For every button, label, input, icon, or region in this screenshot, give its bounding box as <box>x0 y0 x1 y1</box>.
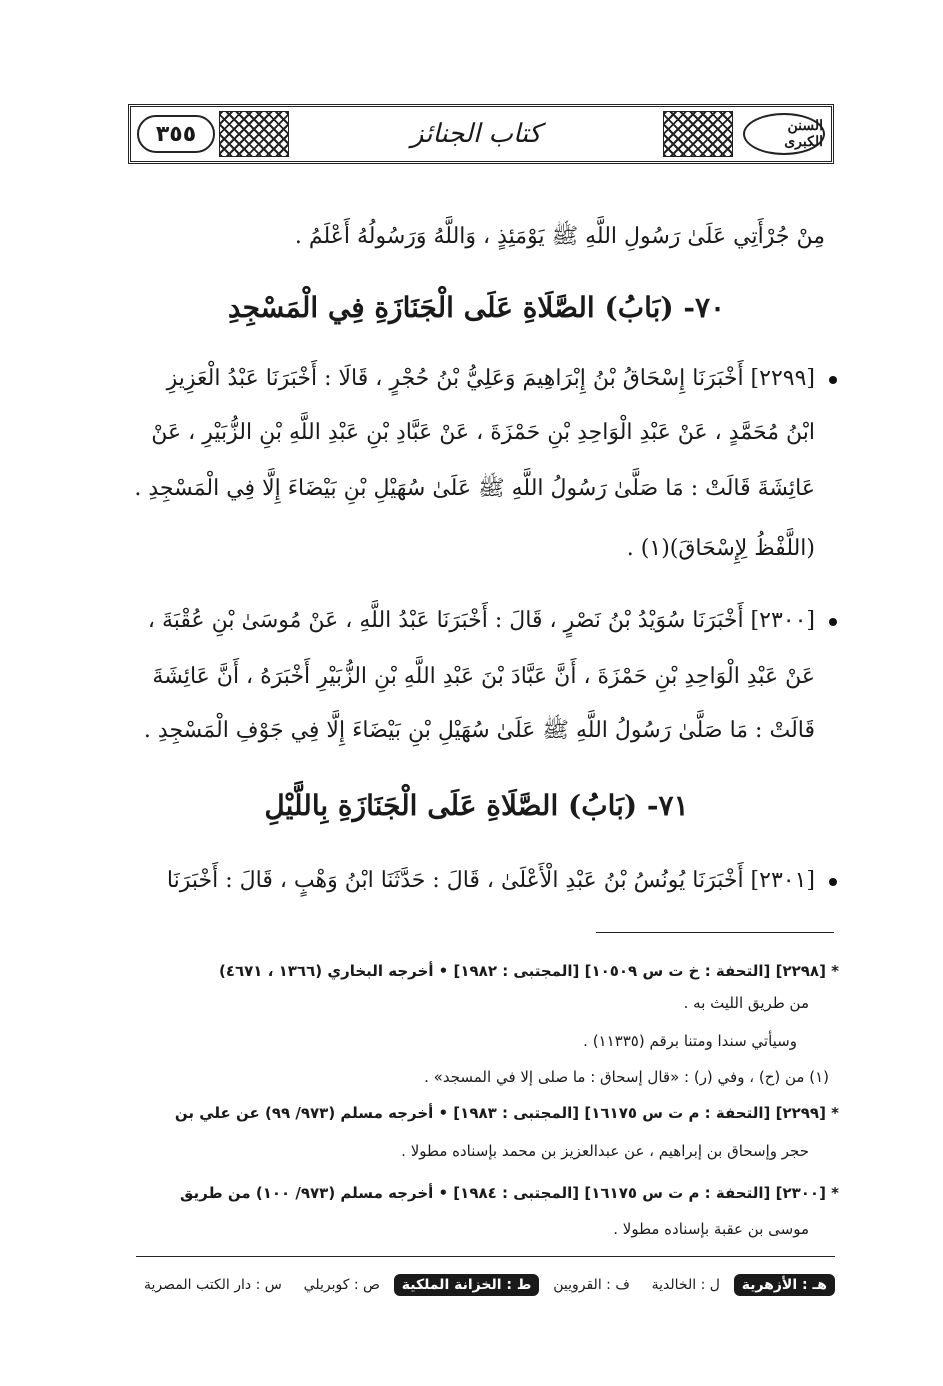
manuscript-key-item: س : دار الكتب المصرية <box>144 1277 282 1293</box>
footnote-line: حجر وإسحاق بن إبراهيم ، عن عبدالعزيز بن محمد بإسناده مطولا . <box>401 1142 809 1160</box>
footnote-line: وسيأتي سندا ومتنا برقم (١١٣٣٥) . <box>583 1032 797 1050</box>
ornament-right <box>663 111 733 157</box>
text-line: ابْنُ مُحَمَّدٍ ، عَنْ عَبْدِ الْوَاحِدِ بْنِ حَمْزَةَ ، عَنْ عَبَّادِ بْنِ عَبْدِ اللَّهِ بْنِ الزُّبَيْرِ ، عَنْ <box>151 420 815 445</box>
manuscript-key <box>136 1268 835 1302</box>
text-line: عَائِشَةَ قَالَتْ : مَا صَلَّىٰ رَسُولُ اللَّهِ ﷺ عَلَىٰ سُهَيْلِ بْنِ بَيْضَاءَ إِلَّا فِي الْمَسْجِدِ . <box>134 476 815 501</box>
hadith-bullet <box>829 376 837 384</box>
footnote-line: (١) من (ح) ، وفي (ر) : «قال إسحاق : ما صلى إلا في المسجد» . <box>424 1068 829 1086</box>
text-line: عَنْ عَبْدِ الْوَاحِدِ بْنِ حَمْزَةَ ، أَنَّ عَبَّادَ بْنَ عَبْدِ اللَّهِ بْنِ الزُّبَيْرِ أَخْبَرَهُ ، أَنَّ عَائِشَةَ <box>152 664 815 689</box>
text-line: [٢٣٠٠] أَخْبَرَنَا سُوَيْدُ بْنُ نَصْرٍ ، قَالَ : أَخْبَرَنَا عَبْدُ اللَّهِ ، عَنْ مُوسَىٰ بْنِ عُقْبَةَ ، <box>147 608 815 633</box>
footnote-line: * [٢٣٠٠] [التحفة : م ت س ١٦١٧٥] [المجتبى : ١٩٨٤] • أخرجه مسلم (٩٧٣/ ١٠٠) من طريق <box>180 1184 839 1202</box>
chapter-heading: ٧١- (بَابُ) الصَّلَاةِ عَلَى الْجَنَازَةِ بِاللَّيْلِ <box>264 789 689 822</box>
text-line: قَالَتْ : مَا صَلَّىٰ رَسُولُ اللَّهِ ﷺ عَلَىٰ سُهَيْلِ بْنِ بَيْضَاءَ إِلَّا فِي جَوْفِ الْمَسْجِدِ . <box>143 718 815 743</box>
footnote-separator <box>596 932 834 933</box>
manuscript-key-item: ط : الخزانة الملكية <box>394 1274 540 1296</box>
footer-separator <box>136 1256 835 1257</box>
page-header <box>128 104 834 164</box>
footnote-line: موسى بن عقبة بإسناده مطولا . <box>613 1220 809 1238</box>
book-title: كتاب الجنائز <box>410 119 542 149</box>
footnote-line: * [٢٢٩٩] [التحفة : م ت س ١٦١٧٥] [المجتبى : ١٩٨٣] • أخرجه مسلم (٩٧٣/ ٩٩) عن علي بن <box>174 1104 839 1122</box>
manuscript-key-item: ل : الخالدية <box>651 1277 720 1293</box>
footnote-line: * [٢٢٩٨] [التحفة : خ ت س ١٠٥٠٩] [المجتبى : ١٩٨٢] • أخرجه البخاري (١٣٦٦ ، ٤٦٧١) <box>218 962 839 980</box>
ornament-left <box>219 111 289 157</box>
manuscript-key-item: ف : القرويين <box>553 1277 630 1293</box>
manuscript-key-item: ص : كوبريلي <box>303 1277 380 1293</box>
page-number: ٣٥٥ <box>137 115 215 153</box>
chapter-heading: ٧٠- (بَابُ) الصَّلَاةِ عَلَى الْجَنَازَةِ فِي الْمَسْجِدِ <box>227 291 726 324</box>
hadith-bullet <box>829 878 837 886</box>
text-line: مِنْ جُرْأَتِي عَلَىٰ رَسُولِ اللَّهِ ﷺ يَوْمَئِذٍ ، وَاللَّهُ وَرَسُولُهُ أَعْلَمُ . <box>294 224 825 249</box>
manuscript-key-item: هـ : الأزهرية <box>734 1274 835 1296</box>
hadith-bullet <box>829 618 837 626</box>
text-line: (اللَّفْظُ لِإِسْحَاقَ)(١) . <box>626 536 815 561</box>
text-line: [٢٢٩٩] أَخْبَرَنَا إِسْحَاقُ بْنُ إِبْرَاهِيمَ وَعَلِيُّ بْنُ حُجْرٍ ، قَالَا : أَخْبَرَنَا عَبْدُ الْعَزِيزِ <box>166 366 815 391</box>
footnote-line: من طريق الليث به . <box>683 994 809 1012</box>
logo-seal: السنن الكبرى <box>743 113 825 155</box>
text-line: [٢٣٠١] أَخْبَرَنَا يُونُسُ بْنُ عَبْدِ الْأَعْلَىٰ ، قَالَ : حَدَّثَنَا ابْنُ وَهْبٍ ، قَالَ : أَخْبَرَنَا <box>166 868 815 893</box>
